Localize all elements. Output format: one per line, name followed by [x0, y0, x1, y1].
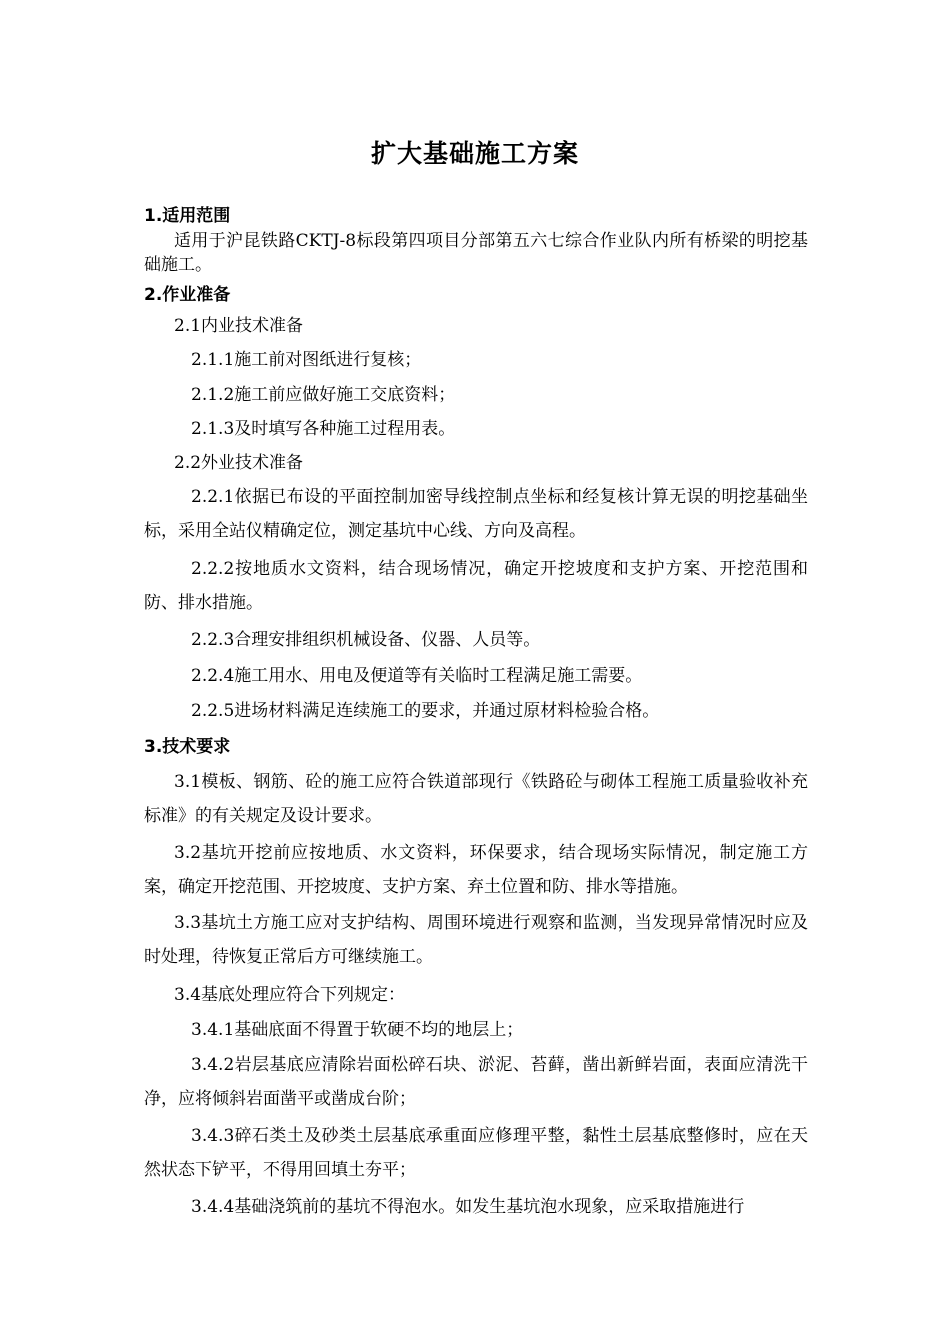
section-3-heading: 3.技术要求 — [144, 737, 231, 757]
para-3-4-2: 3.4.2岩层基底应清除岩面松碎石块、淤泥、苔藓，凿出新鲜岩面，表面应清洗干净，应将倾斜岩面凿平或凿成台阶； — [144, 1055, 808, 1109]
para-2-1-3: 2.1.3及时填写各种施工过程用表。 — [191, 419, 456, 439]
para-2-2-5: 2.2.5进场材料满足连续施工的要求，并通过原材料检验合格。 — [191, 701, 660, 721]
para-3-1: 3.1模板、钢筋、砼的施工应符合铁道部现行《铁路砼与砌体工程施工质量验收补充标准》的有关规定及设计要求。 — [144, 772, 808, 826]
para-2-2: 2.2外业技术准备 — [174, 453, 304, 473]
para-2-1: 2.1内业技术准备 — [174, 316, 304, 336]
para-2-2-4: 2.2.4施工用水、用电及便道等有关临时工程满足施工需要。 — [191, 666, 643, 686]
para-3-4: 3.4基底处理应符合下列规定： — [174, 985, 406, 1005]
para-2-1-2: 2.1.2施工前应做好施工交底资料； — [191, 385, 456, 405]
section-1-body: 适用于沪昆铁路CKTJ-8标段第四项目分部第五六七综合作业队内所有桥梁的明挖基础施工。 — [144, 231, 808, 275]
para-2-1-1: 2.1.1施工前对图纸进行复核； — [191, 350, 422, 370]
section-1-heading: 1.适用范围 — [144, 206, 231, 226]
document-title: 扩大基础施工方案 — [370, 139, 579, 168]
para-3-4-1: 3.4.1基础底面不得置于软硬不均的地层上； — [191, 1020, 524, 1040]
para-3-4-3: 3.4.3碎石类土及砂类土层基底承重面应修理平整，黏性土层基底整修时，应在天然状态下铲平，不得用回填土夯平； — [144, 1126, 808, 1180]
para-2-2-1: 2.2.1依据已布设的平面控制加密导线控制点坐标和经复核计算无误的明挖基础坐标，采用全站仪精确定位，测定基坑中心线、方向及高程。 — [144, 487, 808, 541]
section-2-heading: 2.作业准备 — [144, 285, 231, 305]
para-3-2: 3.2基坑开挖前应按地质、水文资料，环保要求，结合现场实际情况，制定施工方案，确定开挖范围、开挖坡度、支护方案、弃土位置和防、排水等措施。 — [144, 843, 808, 897]
para-3-3: 3.3基坑土方施工应对支护结构、周围环境进行观察和监测，当发现异常情况时应及时处理，待恢复正常后方可继续施工。 — [144, 913, 808, 967]
para-2-2-2: 2.2.2按地质水文资料，结合现场情况，确定开挖坡度和支护方案、开挖范围和防、排水措施。 — [144, 559, 808, 613]
para-3-4-4: 3.4.4基础浇筑前的基坑不得泡水。如发生基坑泡水现象，应采取措施进行 — [191, 1197, 745, 1217]
para-2-2-3: 2.2.3合理安排组织机械设备、仪器、人员等。 — [191, 630, 541, 650]
